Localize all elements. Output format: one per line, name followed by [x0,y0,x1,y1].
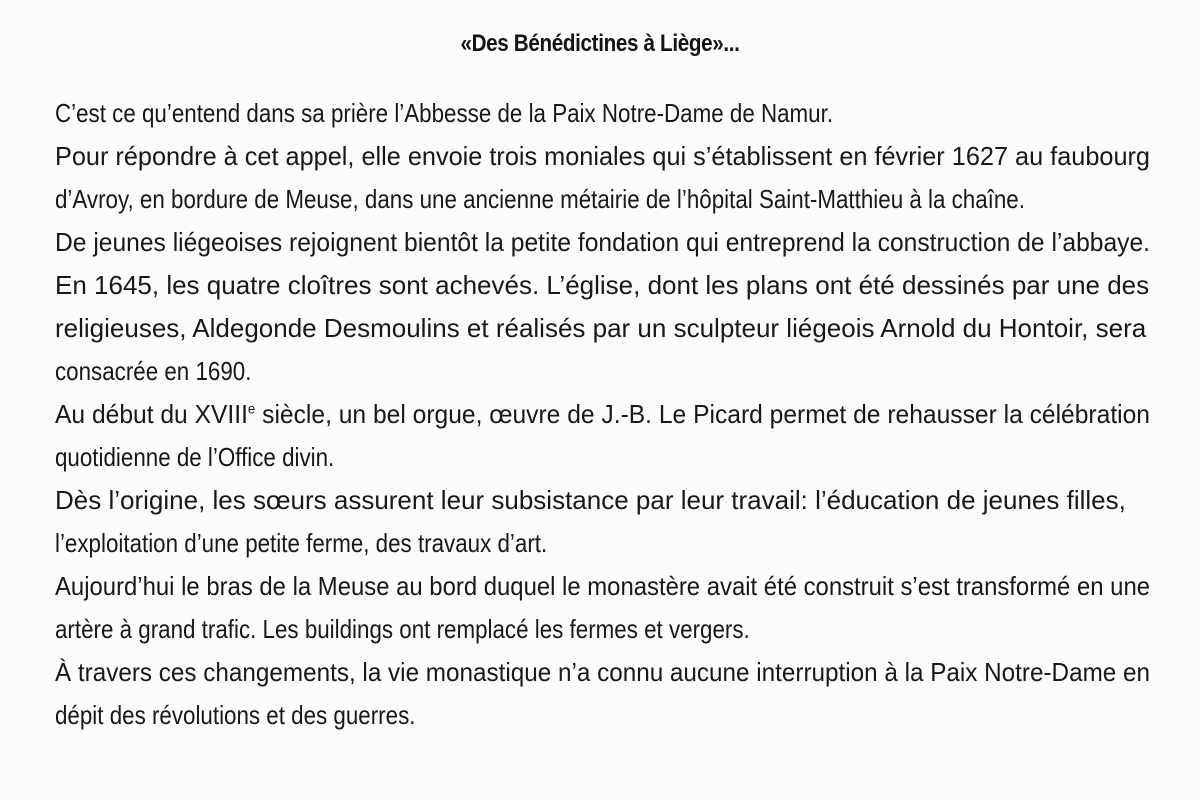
text-line: Dès l’origine, les sœurs assurent leur subsistance par leur travail: l’éducation de jeunes filles, [55,485,1126,515]
text-line: consacrée en 1690. [55,356,252,386]
text-line: À travers ces changements, la vie monastique n’a connu aucune interruption à la Paix Notre-Dame en [55,657,1150,687]
document-title: «Des Bénédictines à Liège»... [460,30,740,57]
text-line: En 1645, les quatre cloîtres sont achevés. L’église, dont les plans ont été dessinés par une des [55,270,1150,300]
document-body [55,92,1150,737]
superscript: e [247,400,256,417]
text-line: De jeunes liégeoises rejoignent bientôt la petite fondation qui entreprend la construction de l’abbaye. [55,227,1150,257]
text-line: Pour répondre à cet appel, elle envoie trois moniales qui s’établissent en février 1627 au faubourg [55,141,1150,171]
text-line: religieuses, Aldegonde Desmoulins et réalisés par un sculpteur liégeois Arnold du Hontoir, sera [55,313,1147,343]
text-line: l’exploitation d’une petite ferme, des travaux d’art. [55,528,548,558]
text-line: d’Avroy, en bordure de Meuse, dans une ancienne métairie de l’hôpital Saint-Matthieu à la chaîne. [55,184,1025,214]
text-line: dépit des révolutions et des guerres. [55,700,416,730]
text-line: Aujourd’hui le bras de la Meuse au bord duquel le monastère avait été construit s’est transformé en une [55,571,1150,601]
text-line: quotidienne de l’Office divin. [55,442,335,472]
text-line [55,393,1150,436]
text-line: C’est ce qu’entend dans sa prière l’Abbesse de la Paix Notre-Dame de Namur. [55,98,834,128]
text-line: artère à grand trafic. Les buildings ont remplacé les fermes et vergers. [55,614,750,644]
text-line-with-superscript: Au début du XVIIIe siècle, un bel orgue, œuvre de J.-B. Le Picard permet de rehausser la célébration [55,399,1150,429]
